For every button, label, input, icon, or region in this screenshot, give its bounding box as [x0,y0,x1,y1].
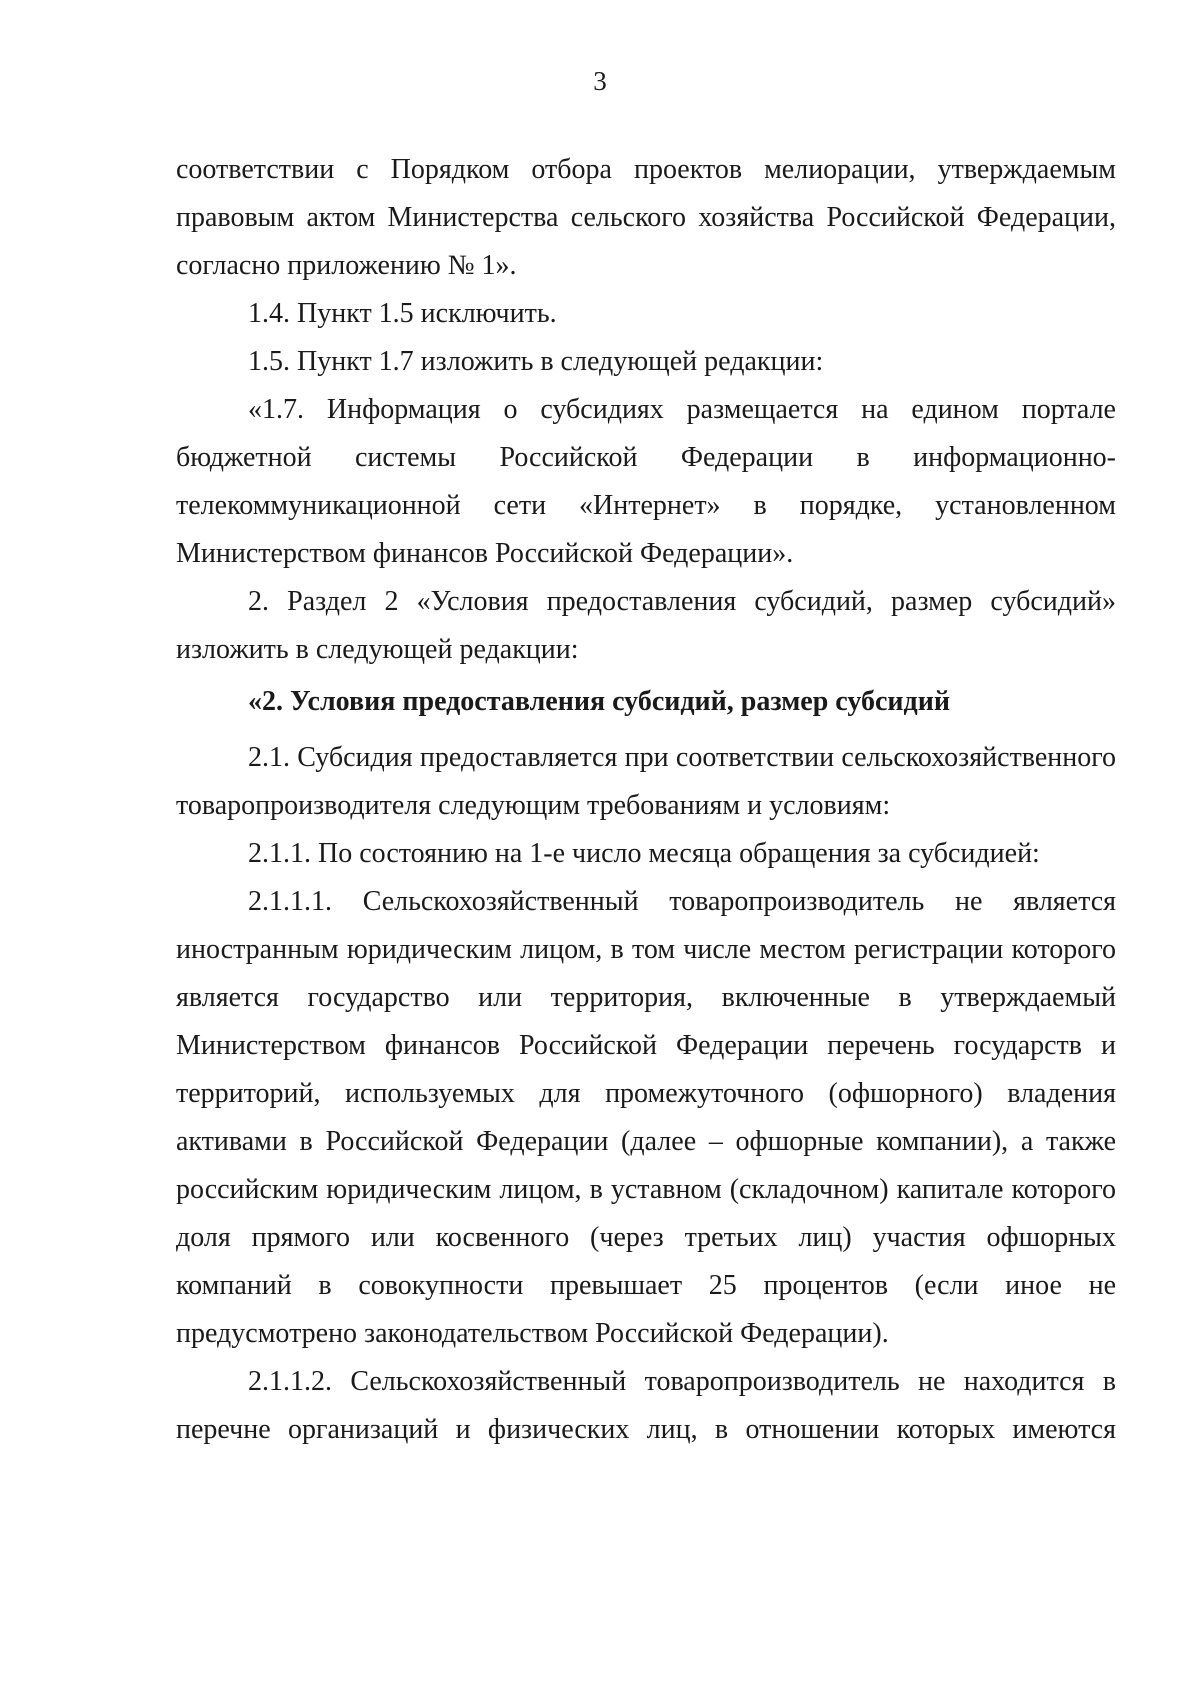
section-heading: «2. Условия предоставления субсидий, размер субсидий [248,686,950,717]
document-body [176,146,1116,1454]
paragraph-1-7-quote: «1.7. Информация о субсидиях размещается на едином портале бюджетной системы Российской Федерации в информационно-телекоммуникационной сети «Интернет» в порядке, установленном Министерством финансов Российской Федерации». [176,394,1116,569]
paragraph-2-1-1-2: 2.1.1.2. Сельскохозяйственный товаропроизводитель не находится в перечне организаций и физических лиц, в отношении которых имеются [176,1366,1116,1445]
paragraph-1-4: 1.4. Пункт 1.5 исключить. [248,298,557,329]
paragraph-2: 2. Раздел 2 «Условия предоставления субсидий, размер субсидий» изложить в следующей редакции: [176,586,1116,665]
paragraph-1-5: 1.5. Пункт 1.7 изложить в следующей редакции: [248,346,824,377]
paragraph-2-1-1-1: 2.1.1.1. Сельскохозяйственный товаропроизводитель не является иностранным юридическим лицом, в том числе местом регистрации которого является государство или территория, включенные в утверждаемый Министерством финансов Российской Федерации перечень государств и территорий, используемых для промежуточного (офшорного) владения активами в Российской Федерации (далее – офшорные компании), а также российским юридическим лицом, в уставном (складочном) капитале которого доля прямого или косвенного (через третьих лиц) участия офшорных компаний в совокупности превышает 25 процентов (если иное не предусмотрено законодательством Российской Федерации). [176,886,1116,1349]
paragraph-continuation: соответствии с Порядком отбора проектов мелиорации, утверждаемым правовым актом Министерства сельского хозяйства Российской Федерации, согласно приложению № 1». [176,154,1116,281]
paragraph-2-1-1: 2.1.1. По состоянию на 1-е число месяца обращения за субсидией: [248,838,1040,869]
page-number: 3 [593,66,607,96]
paragraph-2-1: 2.1. Субсидия предоставляется при соответствии сельскохозяйственного товаропроизводителя следующим требованиям и условиям: [176,742,1116,821]
